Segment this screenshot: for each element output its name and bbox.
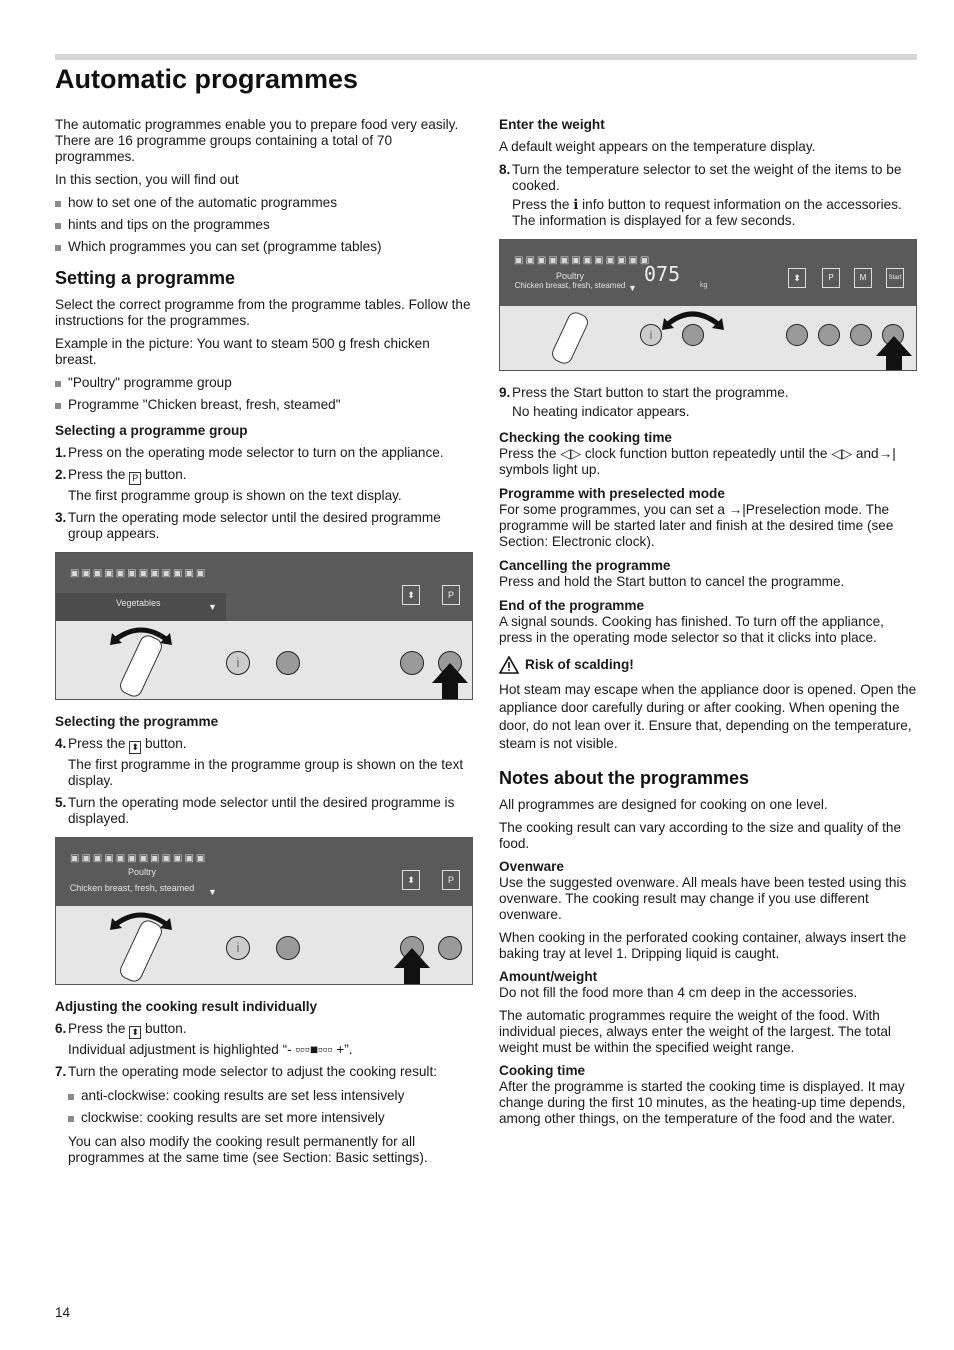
round-button-icon	[818, 324, 840, 346]
step-number: 1.	[55, 445, 67, 460]
step-9	[499, 385, 917, 420]
arrow-down-icon: ▼	[208, 602, 217, 612]
warning-title: Risk of scalding!	[525, 657, 634, 672]
step-text: Press the	[68, 1021, 126, 1036]
step-subtext: The first programme group is shown on the text display.	[68, 488, 402, 503]
updown-button-icon: ⬍	[129, 741, 141, 754]
page-number: 14	[55, 1305, 71, 1320]
p-button-icon: P	[822, 268, 840, 288]
info-button-icon: i	[640, 324, 662, 346]
check-paragraph: Press the ◁▷ clock function button repeatedly until the ◁▷ and→| symbols light up.	[499, 446, 896, 477]
step-text: Press the Start button to start the programme.	[512, 385, 789, 400]
updown-button-icon: ⬍	[129, 1026, 141, 1039]
step-number: 8.	[499, 162, 511, 177]
unit-label: kg	[700, 282, 708, 289]
example-bullets	[55, 375, 473, 413]
step-number: 4.	[55, 736, 67, 751]
display-text: Poultry	[555, 271, 584, 281]
round-button-icon	[438, 936, 462, 960]
subheading-group: Selecting a programme group	[55, 423, 248, 438]
display-text: Vegetables	[116, 598, 161, 608]
time-paragraph: After the programme is started the cooking time is displayed. It may change during the first 10 minutes, as the heating-up time depends, among other things, on the temperature of the food and the water.	[499, 1079, 906, 1126]
round-button-icon	[276, 651, 300, 675]
list-item: anti-clockwise: cooking results are set less intensively	[68, 1088, 473, 1104]
subheading-ovenware: Ovenware	[499, 859, 564, 874]
cancel-paragraph: Press and hold the Start button to cancel the programme.	[499, 574, 845, 589]
step-text: Press the	[68, 736, 126, 751]
step-text: button.	[144, 467, 187, 482]
amount-paragraph: Do not fill the food more than 4 cm deep in the accessories.	[499, 985, 858, 1000]
intro-lead: In this section, you will find out	[55, 172, 239, 187]
control-panel-figure-2	[55, 837, 473, 985]
control-panel-figure-3	[499, 239, 917, 371]
panel-display	[56, 553, 472, 621]
notes-paragraph: All programmes are designed for cooking on one level.	[499, 797, 828, 812]
step-3	[55, 510, 473, 542]
updown-button-icon: ⬍	[402, 585, 420, 605]
panel-display	[56, 838, 472, 906]
control-panel-figure-1	[55, 552, 473, 700]
subheading-adjust: Adjusting the cooking result individually	[55, 999, 318, 1014]
mode-symbols-icon: ▣▣▣▣▣▣▣▣▣▣▣▣	[70, 853, 208, 864]
notes-paragraph: The cooking result can vary according to the size and quality of the food.	[499, 820, 901, 851]
step-text: Turn the operating mode selector until the desired programme group appears.	[68, 510, 441, 541]
subheading-end: End of the programme	[499, 598, 645, 613]
round-button-icon	[786, 324, 808, 346]
ovenware-paragraph: When cooking in the perforated cooking container, always insert the baking tray at level 1. Dripping liquid is caught.	[499, 930, 907, 961]
p-button-icon: P	[442, 585, 460, 605]
right-column	[499, 117, 917, 1134]
intro-paragraph: The automatic programmes enable you to prepare food very easily. There are 16 programme groups containing a total of 70 programmes.	[55, 117, 459, 164]
arrow-up-icon	[876, 336, 912, 371]
step-6	[55, 1021, 473, 1058]
step-number: 9.	[499, 385, 511, 400]
subheading-check: Checking the cooking time	[499, 430, 672, 445]
list-item: clockwise: cooking results are set more intensively	[68, 1110, 473, 1126]
step-subtext: Press the ℹ info button to request information on the accessories. The information is displayed for a few seconds.	[512, 197, 902, 228]
updown-button-icon: ⬍	[402, 870, 420, 890]
display-text: Poultry	[127, 867, 156, 877]
intro-bullets	[55, 195, 473, 255]
display-text: Chicken breast, fresh, steamed	[69, 883, 195, 893]
step-text: Press on the operating mode selector to turn on the appliance.	[68, 445, 444, 460]
step-8	[499, 162, 917, 229]
end-paragraph: A signal sounds. Cooking has finished. To turn off the appliance, press in the operating mode selector so that it clicks into place.	[499, 614, 884, 645]
panel-controls	[56, 621, 472, 700]
mode-symbols-icon: ▣▣▣▣▣▣▣▣▣▣▣▣	[514, 255, 652, 266]
subheading-weight: Enter the weight	[499, 117, 605, 132]
p-button-icon: P	[442, 870, 460, 890]
subheading-amount: Amount/weight	[499, 969, 598, 984]
step-text: Turn the operating mode selector until the desired programme is displayed.	[68, 795, 455, 826]
step-number: 7.	[55, 1064, 67, 1079]
section-heading-notes: Notes about the programmes	[499, 768, 750, 788]
step-1	[55, 445, 473, 461]
warning-text: Hot steam may escape when the appliance door is opened. Open the appliance door carefully during or after cooking. When opening the door, do not lean over it. Ensure that, depending on the temperature, steam is not visible.	[499, 682, 917, 751]
start-button-icon: Start	[886, 268, 904, 288]
step-number: 2.	[55, 467, 67, 482]
adjust-bullets	[68, 1088, 473, 1126]
list-item: "Poultry" programme group	[55, 375, 473, 391]
example-paragraph: Example in the picture: You want to steam 500 g fresh chicken breast.	[55, 336, 430, 367]
weight-display: 075	[644, 262, 681, 286]
warning-heading	[499, 656, 917, 674]
warning-triangle-icon	[499, 656, 519, 674]
page-title: Automatic programmes	[55, 64, 359, 94]
step-note: You can also modify the cooking result permanently for all programmes at the same time (see Section: Basic settings).	[68, 1134, 428, 1165]
ovenware-paragraph: Use the suggested ovenware. All meals have been tested using this ovenware. The cooking result may change if you use different ovenware.	[499, 875, 907, 922]
panel-controls	[56, 906, 472, 985]
header-rule	[55, 54, 917, 60]
round-button-icon	[276, 936, 300, 960]
step-text: button.	[144, 736, 187, 751]
mode-symbols-icon: ▣▣▣▣▣▣▣▣▣▣▣▣	[70, 568, 208, 579]
subheading-programme: Selecting the programme	[55, 714, 219, 729]
info-button-icon: i	[226, 651, 250, 675]
list-item: how to set one of the automatic programmes	[55, 195, 473, 211]
amount-paragraph: The automatic programmes require the weight of the food. With individual pieces, always enter the weight of the largest. The total weight must be within the specified weight range.	[499, 1008, 891, 1055]
round-button-icon	[682, 324, 704, 346]
subheading-cancel: Cancelling the programme	[499, 558, 671, 573]
step-number: 6.	[55, 1021, 67, 1036]
step-subtext: The first programme in the programme group is shown on the text display.	[68, 757, 464, 788]
list-item: Programme "Chicken breast, fresh, steamed"	[55, 397, 473, 413]
info-button-icon: i	[226, 936, 250, 960]
section-heading-setting: Setting a programme	[55, 268, 236, 288]
round-button-icon	[850, 324, 872, 346]
setting-paragraph: Select the correct programme from the programme tables. Follow the instructions for the programmes.	[55, 297, 471, 328]
step-number: 3.	[55, 510, 67, 525]
p-button-icon: P	[129, 472, 141, 485]
display-text: Chicken breast, fresh, steamed	[514, 281, 626, 290]
step-4	[55, 736, 473, 789]
updown-button-icon: ⬍	[788, 268, 806, 288]
round-button-icon	[400, 651, 424, 675]
list-item: Which programmes you can set (programme tables)	[55, 239, 473, 255]
step-2	[55, 467, 473, 504]
step-text: Turn the operating mode selector to adjust the cooking result:	[68, 1064, 438, 1079]
subheading-time: Cooking time	[499, 1063, 586, 1078]
step-5	[55, 795, 473, 827]
step-subtext: No heating indicator appears.	[512, 404, 690, 419]
m-button-icon: M	[854, 268, 872, 288]
step-text: button.	[144, 1021, 187, 1036]
arrow-down-icon: ▼	[628, 283, 637, 293]
weight-paragraph: A default weight appears on the temperature display.	[499, 139, 816, 154]
step-text: Turn the temperature selector to set the weight of the items to be cooked.	[512, 162, 902, 193]
arrow-up-icon	[432, 663, 468, 699]
arrow-down-icon: ▼	[208, 887, 217, 897]
subheading-preselect: Programme with preselected mode	[499, 486, 725, 501]
step-7	[55, 1064, 473, 1166]
step-number: 5.	[55, 795, 67, 810]
panel-controls	[500, 306, 916, 371]
step-text: Press the	[68, 467, 126, 482]
left-column	[55, 117, 473, 1172]
arrow-up-icon	[394, 948, 430, 984]
list-item: hints and tips on the programmes	[55, 217, 473, 233]
step-subtext: Individual adjustment is highlighted “- ▫▫▫■▫▫▫ +”.	[68, 1042, 353, 1057]
panel-display	[500, 240, 916, 306]
preselect-paragraph: For some programmes, you can set a →|Preselection mode. The programme will be started later and finish at the desired time (see Section: Electronic clock).	[499, 502, 894, 549]
